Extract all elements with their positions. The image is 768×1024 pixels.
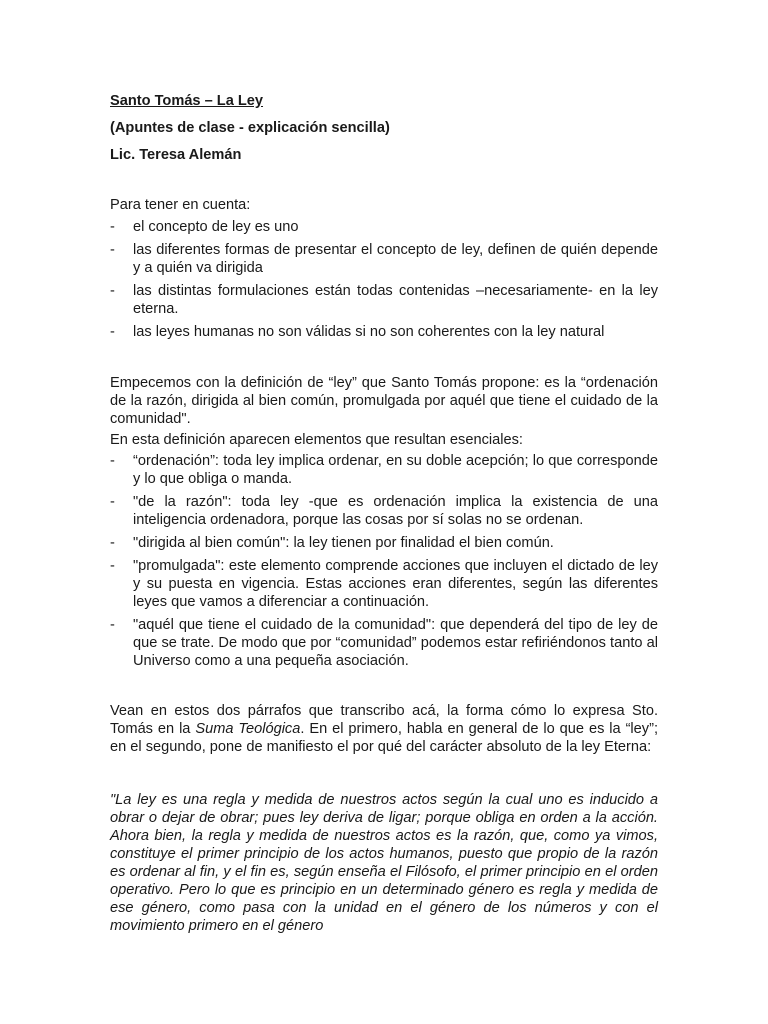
definition-bullet: - “ordenación”: toda ley implica ordenar, en su doble acepción; lo que corresponde y lo que obliga o manda. [110,452,658,488]
document-title: Santo Tomás – La Ley [110,93,264,109]
document-body [110,92,658,935]
document-author: Lic. Teresa Alemán [110,147,242,163]
intro-bullet: - las distintas formulaciones están todas contenidas –necesariamente- en la ley eterna. [110,282,658,318]
intro-lead: Para tener en cuenta: [110,197,251,213]
transcription-text-after: . En el primero, habla en general de lo que es la “ley”; en el segundo, pone de manifiesto el por qué del carácter absoluto de la ley Eterna: [110,721,658,755]
definition-bullet: - "promulgada": este elemento comprende acciones que incluyen el dictado de ley y su puesta en vigencia. Estas acciones eran diferentes, según las diferentes leyes que vamos a diferenciar a continuación. [110,557,658,611]
definition-bullet: - "de la razón": toda ley -que es ordenación implica la existencia de una inteligencia ordenadora, porque las cosas por sí solas no se ordenan. [110,493,658,529]
definition-lead: En esta definición aparecen elementos que resultan esenciales: [110,432,523,448]
document-subtitle: (Apuntes de clase - explicación sencilla) [110,120,390,136]
transcription-text-before: Vean en estos dos párrafos que transcribo acá, la forma cómo lo expresa Sto. Tomás en la [110,703,658,737]
intro-bullet: - el concepto de ley es uno [110,218,658,236]
transcription-paragraph [110,702,658,756]
definition-bullet: - "dirigida al bien común": la ley tienen por finalidad el bien común. [110,534,658,552]
definition-paragraph: Empecemos con la definición de “ley” que Santo Tomás propone: es la “ordenación de la razón, dirigida al bien común, promulgada por aquél que tiene el cuidado de la comunidad". [110,375,658,427]
definition-bullet: - "aquél que tiene el cuidado de la comunidad": que dependerá del tipo de ley de que se trate. De modo que por “comunidad” podemos estar refiriéndonos tanto al Universo como a una pequeña asociación. [110,616,658,670]
book-title: Suma Teológica [195,721,301,737]
intro-bullet: - las leyes humanas no son válidas si no son coherentes con la ley natural [110,323,658,341]
quote-paragraph: "La ley es una regla y medida de nuestros actos según la cual uno es inducido a obrar o dejar de obrar; pues ley deriva de ligar; porque obliga en orden a la acción. Ahora bien, la regla y medida de nuestros actos es la razón, que, como ya vimos, constituye el primer principio de los actos humanos, puesto que propio de la razón es ordenar al fin, y el fin es, según enseña el Filósofo, el primer principio en el orden operativo. Pero lo que es principio en un determinado género es regla y medida de ese género, como pasa con la unidad en el género de los números y con el movimiento primero en el género [110,792,658,934]
intro-bullet: - las diferentes formas de presentar el concepto de ley, definen de quién depende y a quién va dirigida [110,241,658,277]
